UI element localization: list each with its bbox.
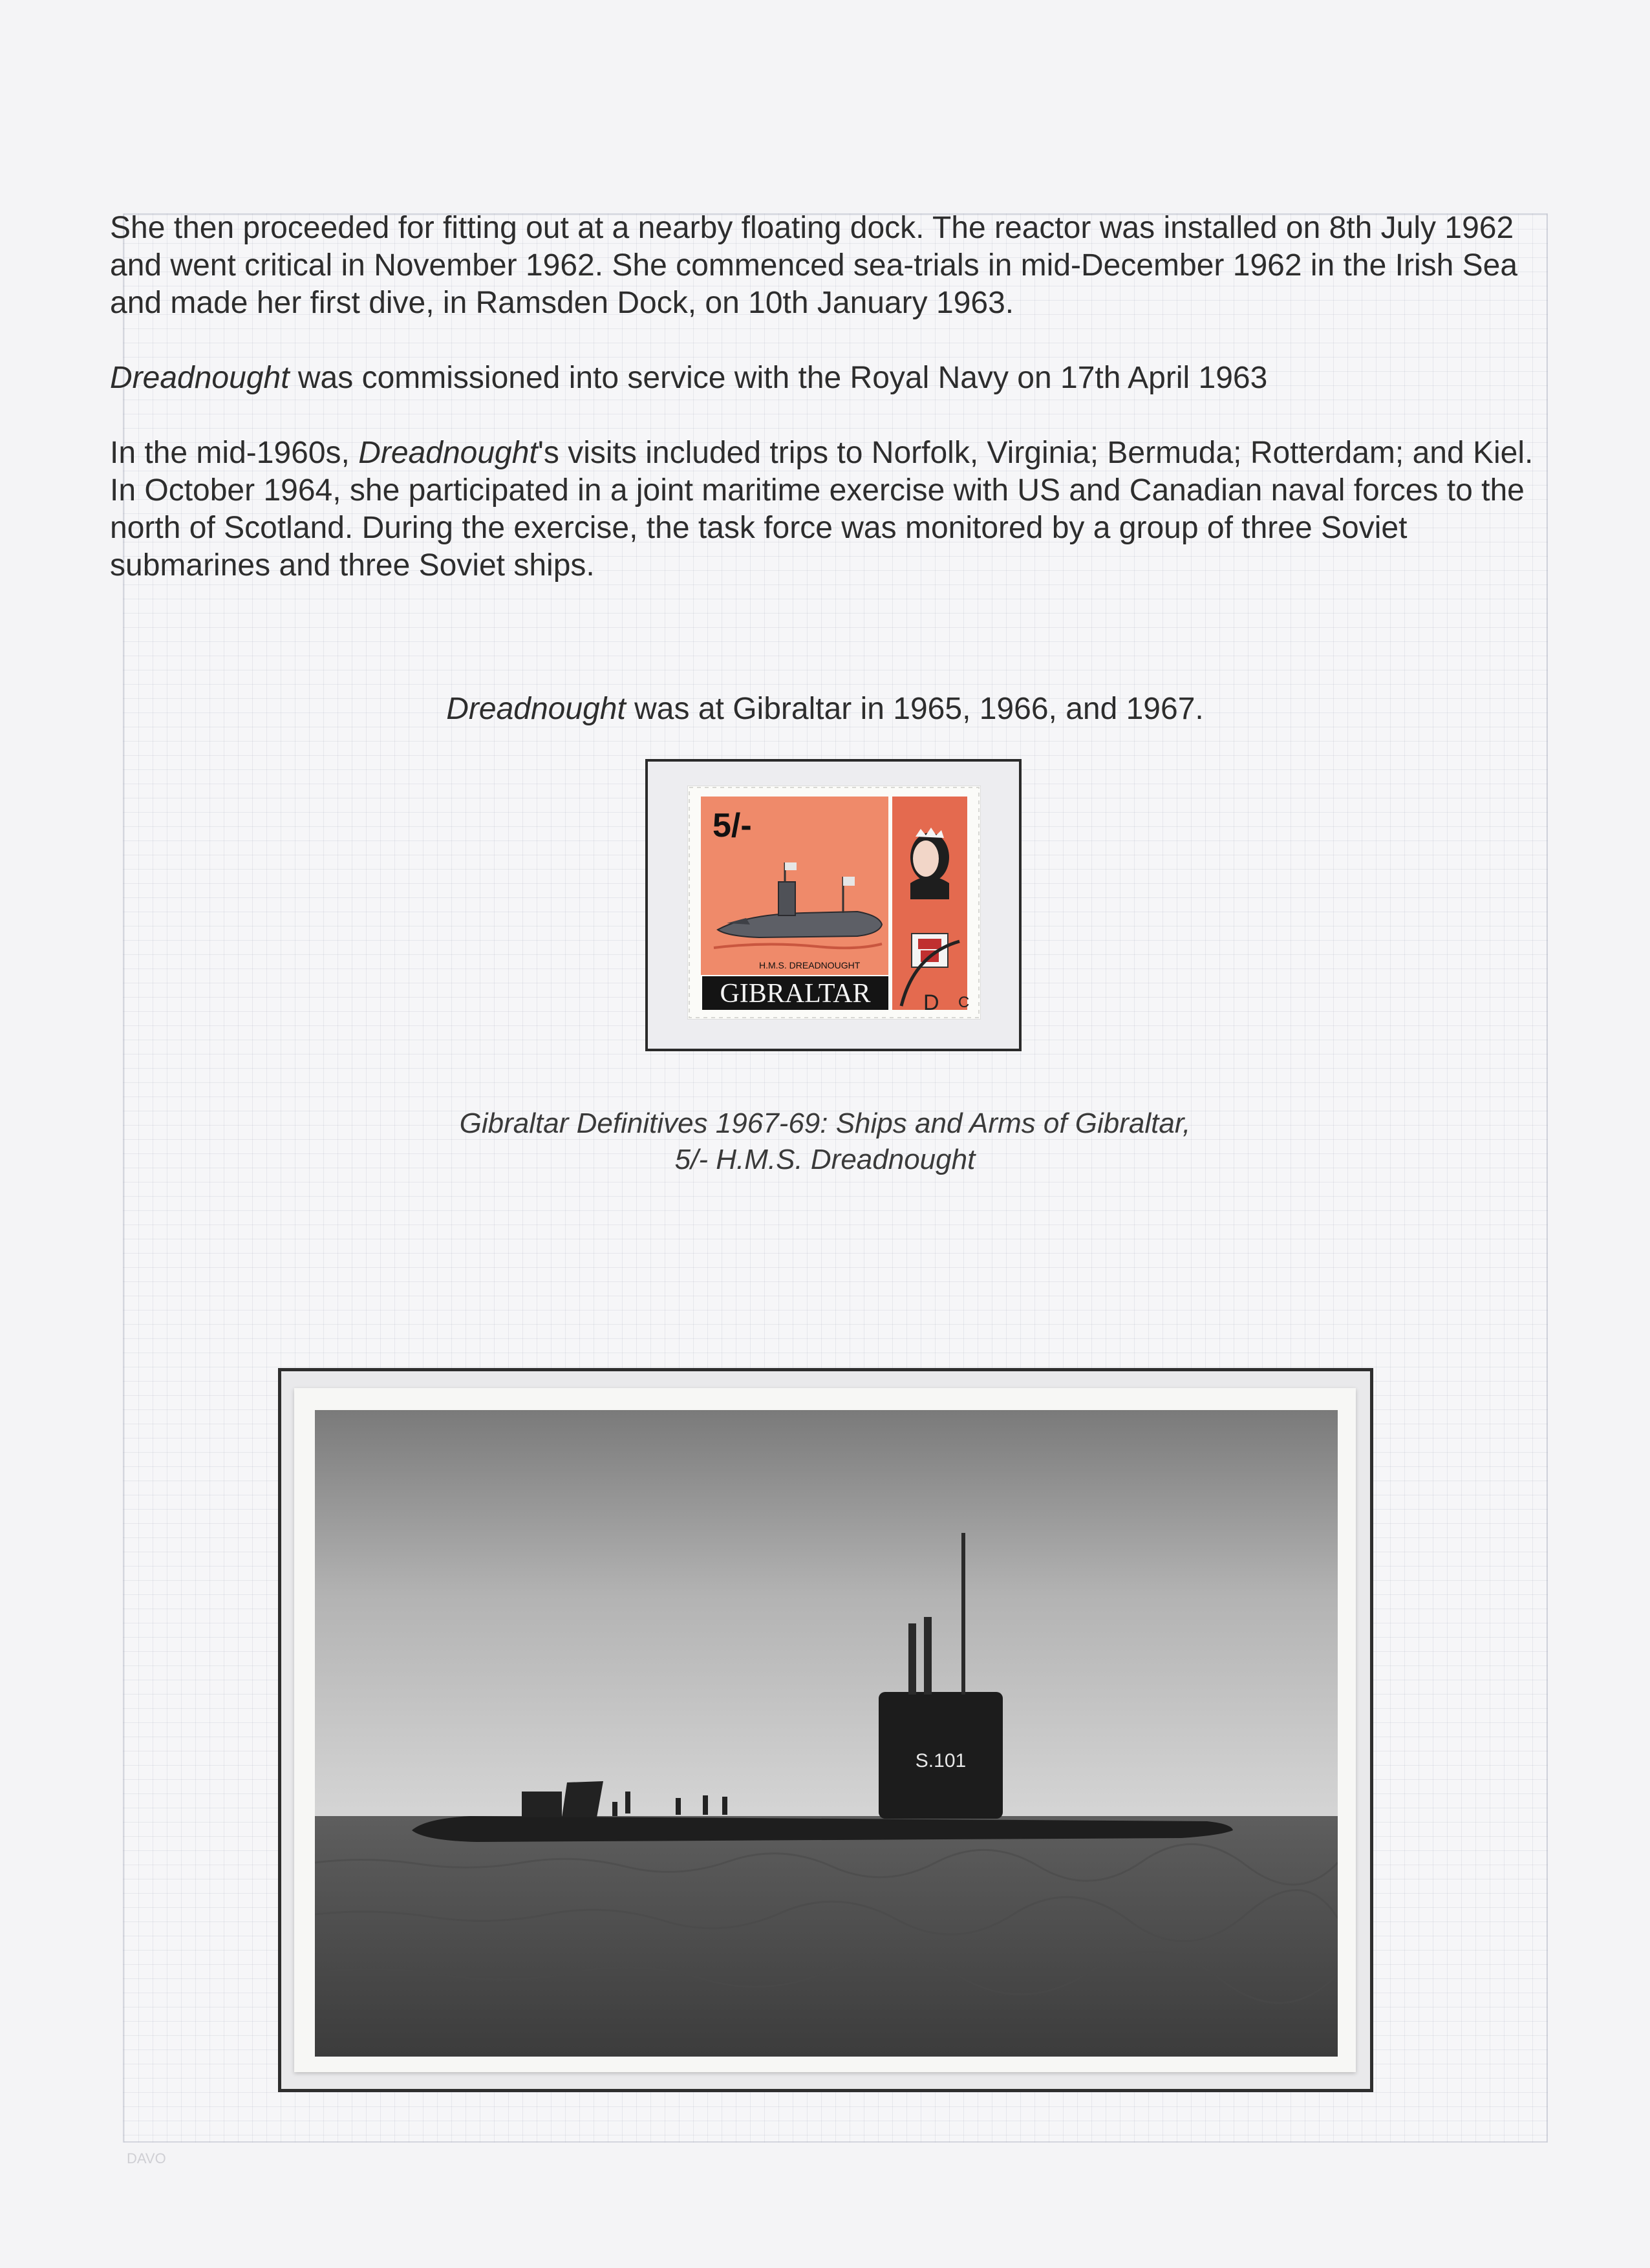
paragraph-commissioned — [110, 359, 1558, 397]
stamp-artwork — [688, 786, 980, 1019]
stamp-mount — [645, 759, 1022, 1051]
ship-name-italic: Dreadnought — [110, 361, 290, 395]
photo-print — [294, 1388, 1356, 2072]
svg-text:C: C — [958, 994, 970, 1011]
paragraph-text-post: 's visits included trips to Norfolk, Virginia; Bermuda; Rotterdam; and Kiel. In October 1964, she participated in a joint maritime exercise with US and Canadian naval forces to the north of Scotland. During the exercise, the task force was monitored by a group of three Soviet submarines and three Soviet ships. — [110, 436, 1534, 583]
sail-number: S.101 — [915, 1750, 967, 1771]
sky-area — [315, 1410, 1338, 1824]
gibraltar-line — [0, 690, 1650, 728]
svg-text:D: D — [923, 990, 939, 1015]
arms-shield-icon — [912, 934, 948, 967]
paragraph-text-pre: In the mid-1960s, — [110, 436, 359, 470]
stamp-value: 5/- — [712, 807, 752, 844]
stamp-caption-line-1: Gibraltar Definitives 1967-69: Ships and Arms of Gibraltar, — [459, 1107, 1191, 1139]
stamp-portrait-panel — [892, 797, 970, 1011]
page-footer-mark: DAVO — [127, 2150, 166, 2166]
ship-name-italic: Dreadnought — [358, 436, 538, 470]
paragraph-text: was commissioned into service with the Royal Navy on 17th April 1963 — [289, 361, 1268, 395]
paragraph-visits — [110, 434, 1558, 584]
postage-stamp — [688, 786, 980, 1019]
paragraph-text: She then proceeded for fitting out at a nearby floating dock. The reactor was installed on 8th July 1962 and went critical in November 1962. She commenced sea-trials in mid-December 1962 in the Irish Sea and made her first dive, in Ramsden Dock, on 10th January 1963. — [110, 211, 1518, 320]
stamp-country: GIBRALTAR — [720, 979, 871, 1009]
ship-name-italic: Dreadnought — [446, 692, 626, 726]
stamp-caption-line-2: 5/- H.M.S. Dreadnought — [674, 1144, 976, 1175]
gibraltar-text: was at Gibraltar in 1965, 1966, and 1967. — [625, 692, 1204, 726]
paragraph-fitting-out — [110, 209, 1558, 322]
stamp-ship-caption: H.M.S. DREADNOUGHT — [759, 960, 861, 970]
submarine-photograph — [315, 1410, 1338, 2057]
sea-area — [315, 1816, 1338, 2057]
photo-mount — [278, 1368, 1373, 2092]
